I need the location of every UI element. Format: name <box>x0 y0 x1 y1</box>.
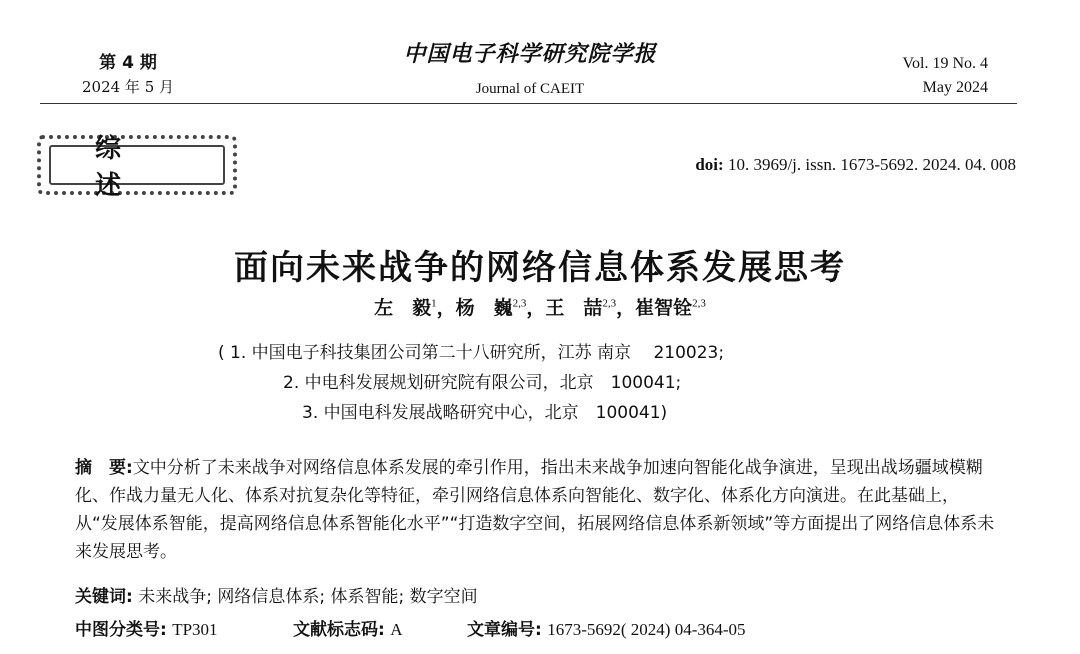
section-badge <box>37 134 237 201</box>
keywords <box>75 582 478 607</box>
journal-name-en: Journal of CAEIT <box>475 81 585 97</box>
affiliation-3: 3. 中国电科发展战略研究中心，北京 100041) <box>302 403 668 423</box>
abstract-label: 摘 要: <box>75 458 133 478</box>
section-badge-label: 综述 <box>49 145 225 185</box>
author-list <box>0 293 1080 320</box>
abstract <box>75 454 995 566</box>
author-name: 杨 巍 <box>455 297 513 319</box>
article-number-item <box>467 615 746 640</box>
article-title: 面向未来战争的网络信息体系发展思考 <box>234 248 846 288</box>
affiliation-1: ( 1. 中国电子科技集团公司第二十八研究所，江苏 南京 210023; <box>218 343 725 363</box>
doc-code-label: 文献标志码: <box>293 620 385 640</box>
issue-date: 2024 年 5 月 <box>81 78 175 96</box>
keywords-text: 未来战争; 网络信息体系; 体系智能; 数字空间 <box>138 587 478 607</box>
doc-code-value: A <box>390 620 403 639</box>
author-separator: ， <box>436 297 456 319</box>
author-name: 王 喆 <box>545 297 603 319</box>
author-affil-sup: 2,3 <box>692 297 706 310</box>
volume-number: Vol. 19 No. 4 <box>902 55 988 72</box>
header-divider <box>40 103 1017 104</box>
volume-date: May 2024 <box>922 79 988 96</box>
author-name: 左 毅 <box>374 297 432 319</box>
issue-header <box>58 52 198 98</box>
keywords-label: 关键词: <box>75 587 133 607</box>
article-number-label: 文章编号: <box>467 620 542 640</box>
clc-item <box>75 615 218 640</box>
author-name: 崔智铨 <box>635 297 693 319</box>
issue-number: 第 4 期 <box>99 53 157 73</box>
article-number-value: 1673-5692( 2024) 04-364-05 <box>547 620 746 639</box>
journal-header <box>380 40 680 100</box>
author-affil-sup: 1 <box>431 297 437 310</box>
author-separator: ， <box>616 297 636 319</box>
journal-name-cn: 中国电子科学研究院学报 <box>403 41 657 67</box>
doi-line <box>695 155 1016 175</box>
author-affil-sup: 2,3 <box>512 297 527 310</box>
doc-code-item <box>293 615 403 640</box>
abstract-text: 文中分析了未来战争对网络信息体系发展的牵引作用，指出未来战争加速向智能化战争演进，呈现出战场疆域模糊化、作战力量无人化、体系对抗复杂化等特征，牵引网络信息体系向智能化、数字化、体系化方向演进。在此基础上，从“发展体系智能，提高网络信息体系智能化水平”“打造数字空间，拓展网络信息体系新领域”等方面提出了网络信息体系未来发展思考。 <box>75 458 995 562</box>
clc-label: 中图分类号: <box>75 620 167 640</box>
doi-label: doi: <box>695 155 724 174</box>
clc-value: TP301 <box>172 620 218 639</box>
author-affil-sup: 2,3 <box>602 297 617 310</box>
affiliation-2: 2. 中电科发展规划研究院有限公司，北京 100041; <box>283 373 682 393</box>
volume-header <box>903 52 989 100</box>
author-separator: ， <box>526 297 546 319</box>
doi-value: 10. 3969/j. issn. 1673-5692. 2024. 04. 008 <box>727 155 1016 174</box>
